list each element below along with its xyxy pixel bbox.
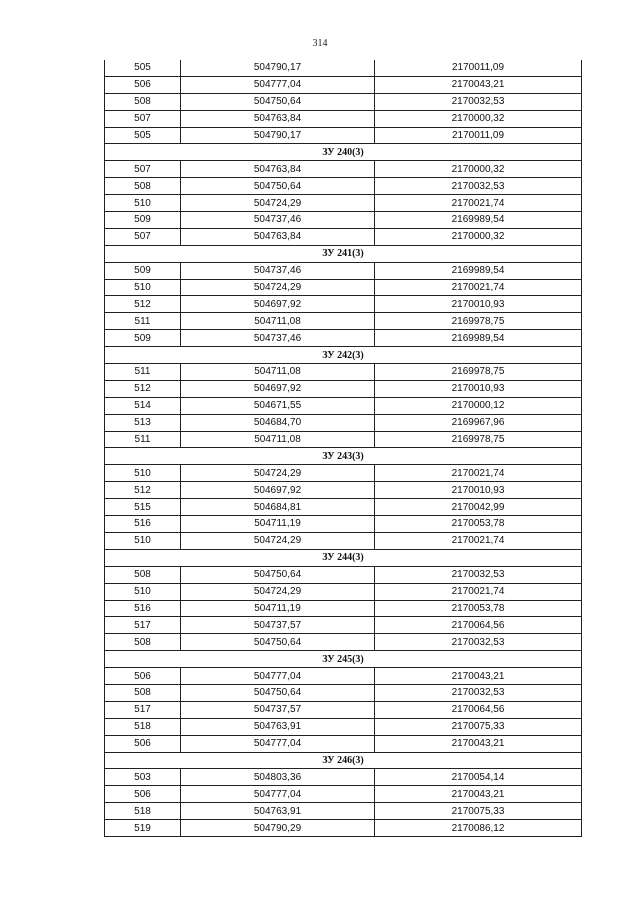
y-coordinate-cell: 2170042,99 — [375, 499, 582, 516]
point-number-cell: 505 — [105, 60, 181, 76]
x-coordinate-cell: 504711,08 — [181, 313, 375, 330]
x-coordinate-cell: 504711,19 — [181, 516, 375, 533]
y-coordinate-cell: 2170021,74 — [375, 279, 582, 296]
point-number-cell: 503 — [105, 769, 181, 786]
y-coordinate-cell: 2169978,75 — [375, 364, 582, 381]
x-coordinate-cell: 504777,04 — [181, 668, 375, 685]
point-number-cell: 510 — [105, 465, 181, 482]
x-coordinate-cell: 504724,29 — [181, 532, 375, 549]
point-number-cell: 508 — [105, 684, 181, 701]
x-coordinate-cell: 504750,64 — [181, 684, 375, 701]
table-row — [105, 617, 582, 634]
x-coordinate-cell: 504737,46 — [181, 262, 375, 279]
point-number-cell: 507 — [105, 161, 181, 178]
table-row — [105, 499, 582, 516]
section-header-row — [105, 144, 582, 161]
point-number-cell: 514 — [105, 397, 181, 414]
table-row — [105, 296, 582, 313]
x-coordinate-cell: 504671,55 — [181, 397, 375, 414]
table-row — [105, 330, 582, 347]
point-number-cell: 509 — [105, 212, 181, 229]
table-row — [105, 313, 582, 330]
y-coordinate-cell: 2170053,78 — [375, 516, 582, 533]
point-number-cell: 510 — [105, 279, 181, 296]
point-number-cell: 517 — [105, 701, 181, 718]
point-number-cell: 507 — [105, 228, 181, 245]
table-row — [105, 364, 582, 381]
y-coordinate-cell: 2169978,75 — [375, 431, 582, 448]
y-coordinate-cell: 2170000,32 — [375, 161, 582, 178]
y-coordinate-cell: 2170075,33 — [375, 803, 582, 820]
point-number-cell: 509 — [105, 262, 181, 279]
point-number-cell: 515 — [105, 499, 181, 516]
point-number-cell: 510 — [105, 195, 181, 212]
table-row — [105, 786, 582, 803]
point-number-cell: 516 — [105, 600, 181, 617]
y-coordinate-cell: 2170043,21 — [375, 668, 582, 685]
table-row — [105, 482, 582, 499]
x-coordinate-cell: 504724,29 — [181, 583, 375, 600]
table-row — [105, 110, 582, 127]
table-row — [105, 516, 582, 533]
section-title: ЗУ 243(3) — [105, 448, 582, 465]
y-coordinate-cell: 2170043,21 — [375, 786, 582, 803]
y-coordinate-cell: 2170010,93 — [375, 482, 582, 499]
table-row — [105, 769, 582, 786]
x-coordinate-cell: 504803,36 — [181, 769, 375, 786]
x-coordinate-cell: 504790,17 — [181, 127, 375, 144]
y-coordinate-cell: 2170000,12 — [375, 397, 582, 414]
table-row — [105, 735, 582, 752]
section-title: ЗУ 242(3) — [105, 347, 582, 364]
y-coordinate-cell: 2169989,54 — [375, 262, 582, 279]
table-row — [105, 262, 582, 279]
point-number-cell: 508 — [105, 93, 181, 110]
point-number-cell: 505 — [105, 127, 181, 144]
x-coordinate-cell: 504697,92 — [181, 296, 375, 313]
point-number-cell: 516 — [105, 516, 181, 533]
table-row — [105, 684, 582, 701]
x-coordinate-cell: 504684,70 — [181, 414, 375, 431]
point-number-cell: 509 — [105, 330, 181, 347]
x-coordinate-cell: 504777,04 — [181, 786, 375, 803]
y-coordinate-cell: 2170086,12 — [375, 820, 582, 837]
point-number-cell: 508 — [105, 178, 181, 195]
y-coordinate-cell: 2170053,78 — [375, 600, 582, 617]
point-number-cell: 506 — [105, 668, 181, 685]
section-title: ЗУ 241(3) — [105, 245, 582, 262]
x-coordinate-cell: 504684,81 — [181, 499, 375, 516]
y-coordinate-cell: 2170064,56 — [375, 701, 582, 718]
section-title: ЗУ 244(3) — [105, 549, 582, 566]
point-number-cell: 511 — [105, 431, 181, 448]
x-coordinate-cell: 504724,29 — [181, 279, 375, 296]
table-row — [105, 566, 582, 583]
x-coordinate-cell: 504737,57 — [181, 701, 375, 718]
y-coordinate-cell: 2169978,75 — [375, 313, 582, 330]
y-coordinate-cell: 2170021,74 — [375, 583, 582, 600]
section-header-row — [105, 448, 582, 465]
point-number-cell: 510 — [105, 583, 181, 600]
section-title: ЗУ 246(3) — [105, 752, 582, 769]
page-number: 314 — [312, 38, 328, 49]
point-number-cell: 511 — [105, 364, 181, 381]
section-header-row — [105, 549, 582, 566]
x-coordinate-cell: 504777,04 — [181, 76, 375, 93]
point-number-cell: 512 — [105, 380, 181, 397]
point-number-cell: 508 — [105, 566, 181, 583]
x-coordinate-cell: 504711,08 — [181, 364, 375, 381]
x-coordinate-cell: 504737,57 — [181, 617, 375, 634]
y-coordinate-cell: 2170000,32 — [375, 228, 582, 245]
point-number-cell: 506 — [105, 735, 181, 752]
table-row — [105, 820, 582, 837]
table-row — [105, 397, 582, 414]
x-coordinate-cell: 504763,84 — [181, 161, 375, 178]
y-coordinate-cell: 2170021,74 — [375, 195, 582, 212]
coordinates-table-body — [105, 60, 582, 836]
y-coordinate-cell: 2170064,56 — [375, 617, 582, 634]
x-coordinate-cell: 504750,64 — [181, 634, 375, 651]
y-coordinate-cell: 2170032,53 — [375, 684, 582, 701]
table-row — [105, 93, 582, 110]
x-coordinate-cell: 504697,92 — [181, 482, 375, 499]
y-coordinate-cell: 2170043,21 — [375, 735, 582, 752]
point-number-cell: 506 — [105, 76, 181, 93]
x-coordinate-cell: 504737,46 — [181, 330, 375, 347]
table-row — [105, 127, 582, 144]
point-number-cell: 511 — [105, 313, 181, 330]
x-coordinate-cell: 504763,84 — [181, 110, 375, 127]
y-coordinate-cell: 2170075,33 — [375, 718, 582, 735]
table-row — [105, 76, 582, 93]
table-row — [105, 212, 582, 229]
x-coordinate-cell: 504724,29 — [181, 465, 375, 482]
section-header-row — [105, 347, 582, 364]
y-coordinate-cell: 2169989,54 — [375, 330, 582, 347]
x-coordinate-cell: 504777,04 — [181, 735, 375, 752]
y-coordinate-cell: 2170043,21 — [375, 76, 582, 93]
table-row — [105, 634, 582, 651]
y-coordinate-cell: 2170011,09 — [375, 60, 582, 76]
table-row — [105, 583, 582, 600]
y-coordinate-cell: 2170054,14 — [375, 769, 582, 786]
table-row — [105, 195, 582, 212]
x-coordinate-cell: 504763,84 — [181, 228, 375, 245]
x-coordinate-cell: 504750,64 — [181, 178, 375, 195]
table-row — [105, 161, 582, 178]
y-coordinate-cell: 2170032,53 — [375, 566, 582, 583]
x-coordinate-cell: 504750,64 — [181, 93, 375, 110]
section-header-row — [105, 752, 582, 769]
table-row — [105, 414, 582, 431]
table-row — [105, 465, 582, 482]
y-coordinate-cell: 2170011,09 — [375, 127, 582, 144]
x-coordinate-cell: 504711,19 — [181, 600, 375, 617]
x-coordinate-cell: 504697,92 — [181, 380, 375, 397]
point-number-cell: 507 — [105, 110, 181, 127]
x-coordinate-cell: 504790,29 — [181, 820, 375, 837]
x-coordinate-cell: 504737,46 — [181, 212, 375, 229]
table-row — [105, 668, 582, 685]
section-title: ЗУ 240(3) — [105, 144, 582, 161]
section-title: ЗУ 245(3) — [105, 651, 582, 668]
y-coordinate-cell: 2169989,54 — [375, 212, 582, 229]
table-row — [105, 279, 582, 296]
table-row — [105, 532, 582, 549]
y-coordinate-cell: 2169967,96 — [375, 414, 582, 431]
y-coordinate-cell: 2170032,53 — [375, 93, 582, 110]
table-row — [105, 228, 582, 245]
point-number-cell: 518 — [105, 803, 181, 820]
y-coordinate-cell: 2170010,93 — [375, 296, 582, 313]
x-coordinate-cell: 504763,91 — [181, 803, 375, 820]
x-coordinate-cell: 504750,64 — [181, 566, 375, 583]
y-coordinate-cell: 2170000,32 — [375, 110, 582, 127]
point-number-cell: 506 — [105, 786, 181, 803]
y-coordinate-cell: 2170021,74 — [375, 465, 582, 482]
x-coordinate-cell: 504711,08 — [181, 431, 375, 448]
table-row — [105, 178, 582, 195]
y-coordinate-cell: 2170010,93 — [375, 380, 582, 397]
coordinates-table — [104, 60, 582, 837]
point-number-cell: 510 — [105, 532, 181, 549]
section-header-row — [105, 245, 582, 262]
table-row — [105, 600, 582, 617]
y-coordinate-cell: 2170021,74 — [375, 532, 582, 549]
x-coordinate-cell: 504790,17 — [181, 60, 375, 76]
point-number-cell: 518 — [105, 718, 181, 735]
point-number-cell: 512 — [105, 482, 181, 499]
x-coordinate-cell: 504724,29 — [181, 195, 375, 212]
point-number-cell: 517 — [105, 617, 181, 634]
table-row — [105, 380, 582, 397]
y-coordinate-cell: 2170032,53 — [375, 634, 582, 651]
table-row — [105, 431, 582, 448]
table-row — [105, 803, 582, 820]
table-row — [105, 60, 582, 76]
table-row — [105, 701, 582, 718]
table-row — [105, 718, 582, 735]
point-number-cell: 508 — [105, 634, 181, 651]
y-coordinate-cell: 2170032,53 — [375, 178, 582, 195]
section-header-row — [105, 651, 582, 668]
point-number-cell: 519 — [105, 820, 181, 837]
point-number-cell: 512 — [105, 296, 181, 313]
point-number-cell: 513 — [105, 414, 181, 431]
x-coordinate-cell: 504763,91 — [181, 718, 375, 735]
